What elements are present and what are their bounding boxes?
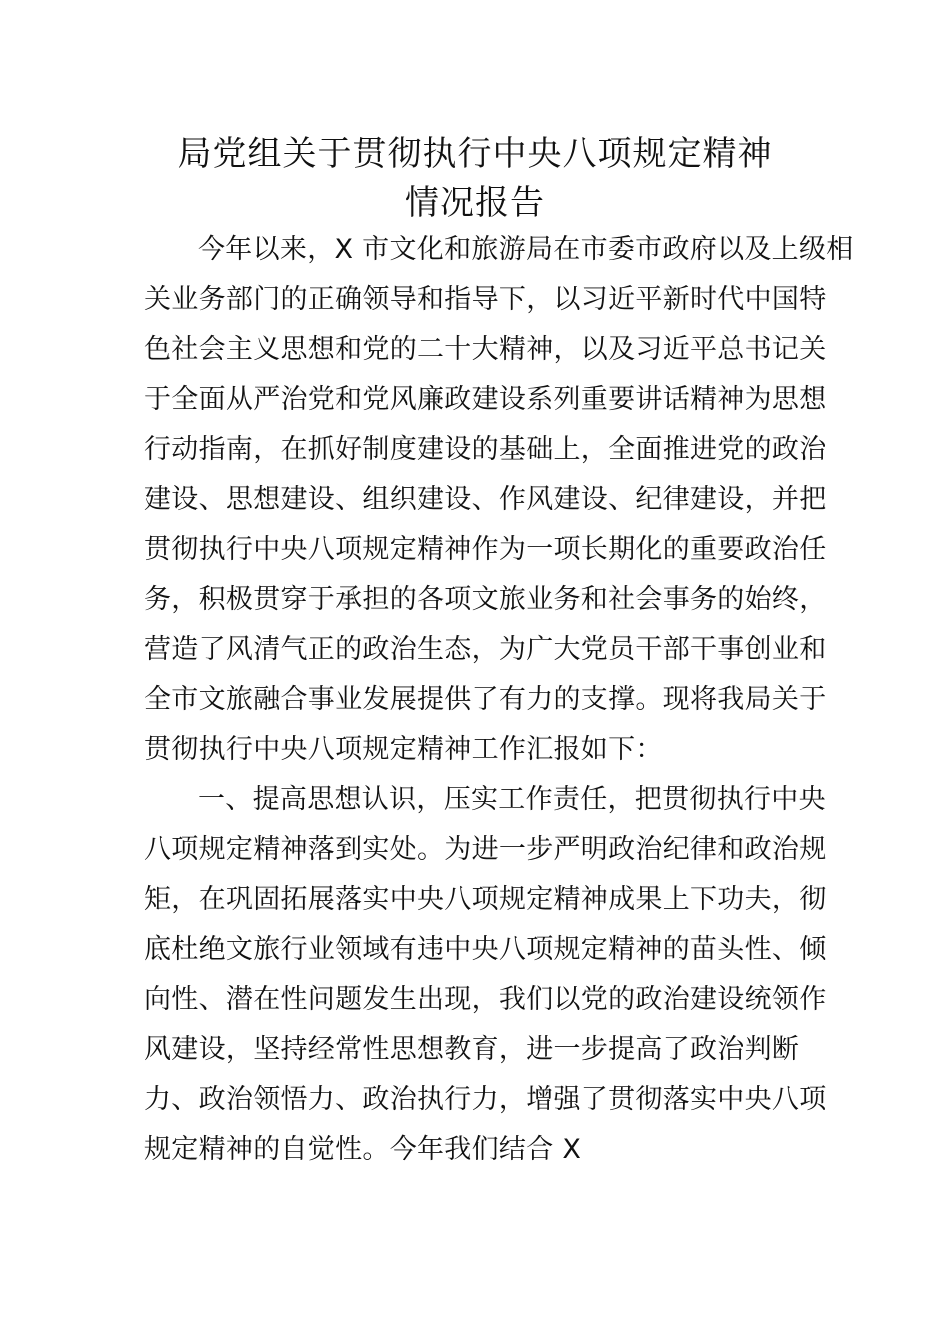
paragraph-line: 力、政治领悟力、政治执行力，增强了贯彻落实中央八项 bbox=[144, 1084, 827, 1115]
paragraph-line: 贯彻执行中央八项规定精神作为一项长期化的重要政治任 bbox=[144, 534, 827, 565]
paragraph-line: 规定精神的自觉性。今年我们结合 X bbox=[144, 1134, 582, 1165]
paragraph-line: 关业务部门的正确领导和指导下，以习近平新时代中国特 bbox=[144, 284, 827, 315]
paragraph-line: 向性、潜在性问题发生出现，我们以党的政治建设统领作 bbox=[144, 984, 827, 1015]
paragraph-line: 贯彻执行中央八项规定精神工作汇报如下： bbox=[144, 734, 663, 765]
paragraph-line: 行动指南，在抓好制度建设的基础上，全面推进党的政治 bbox=[144, 434, 827, 465]
paragraph-line: 今年以来，X 市文化和旅游局在市委市政府以及上级相 bbox=[198, 234, 854, 265]
paragraph-line: 营造了风清气正的政治生态，为广大党员干部干事创业和 bbox=[144, 634, 827, 665]
paragraph-line: 建设、思想建设、组织建设、作风建设、纪律建设，并把 bbox=[144, 484, 827, 515]
paragraph-line: 风建设，坚持经常性思想教育，进一步提高了政治判断 bbox=[144, 1034, 800, 1065]
document-title-line-1: 局党组关于贯彻执行中央八项规定精神 bbox=[177, 134, 773, 174]
paragraph-line: 底杜绝文旅行业领域有违中央八项规定精神的苗头性、倾 bbox=[144, 934, 827, 965]
paragraph-line: 色社会主义思想和党的二十大精神，以及习近平总书记关 bbox=[144, 334, 827, 365]
paragraph-line: 矩，在巩固拓展落实中央八项规定精神成果上下功夫，彻 bbox=[144, 884, 827, 915]
paragraph-line: 于全面从严治党和党风廉政建设系列重要讲话精神为思想 bbox=[144, 384, 827, 415]
paragraph-line: 八项规定精神落到实处。为进一步严明政治纪律和政治规 bbox=[144, 834, 827, 865]
document-title-line-2: 情况报告 bbox=[405, 183, 545, 223]
paragraph-line: 全市文旅融合事业发展提供了有力的支撑。现将我局关于 bbox=[144, 684, 827, 715]
paragraph-line: 务，积极贯穿于承担的各项文旅业务和社会事务的始终， bbox=[144, 584, 827, 615]
section-heading-line: 一、提高思想认识，压实工作责任，把贯彻执行中央 bbox=[198, 784, 826, 815]
